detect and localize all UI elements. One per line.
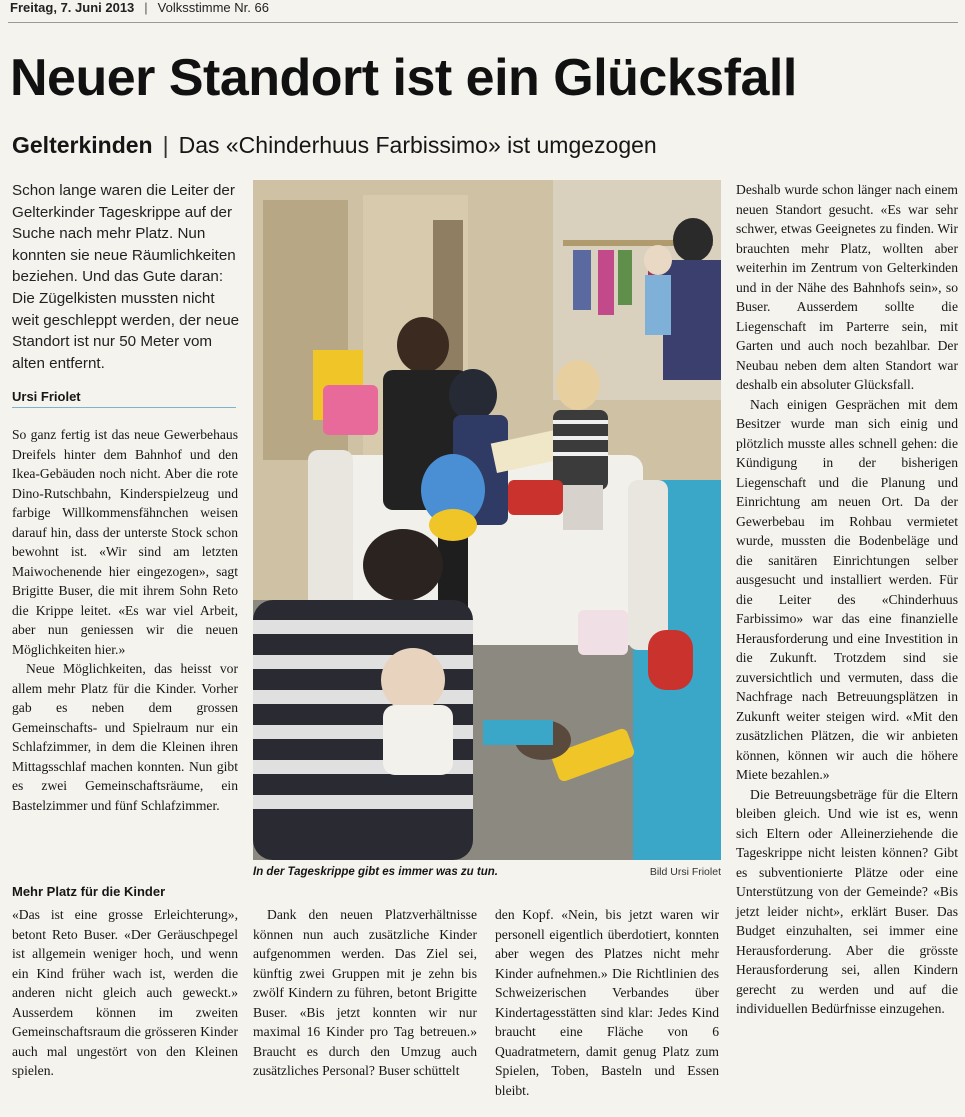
subhead <box>12 130 657 160</box>
column-2-paragraph: Dank den neuen Platzverhältnisse können nun auch zusätzliche Kinder aufgenommen werden. Das Ziel sei, künftig zwei Gruppen mit je zehn bis zwölf Kindern zu führen, betont Brigitte Buser. «Bis jetzt konnten wir nur maximal 16 Kinder pro Tag betreuen.» Braucht es durch den Umzug auch zusätzliches Personal? Buser schüttelt <box>253 907 477 1078</box>
column-1-lower-paragraph: «Das ist eine grosse Erleichterung», betont Reto Buser. «Der Geräuschpegel ist allgemein weniger hoch, und wenn ein Kind früher wach ist, werden die anderen nicht gleich auch geweckt.» Ausserdem können im zweiten Gemeinschaftsraum die grösseren Kinder auch mal ungestört von den Kleinen spielen. <box>12 907 238 1078</box>
photo-caption-row <box>253 866 721 878</box>
photo-girl-stripe-2 <box>553 436 608 440</box>
photo-hanging-bag-3 <box>618 250 632 305</box>
lead-paragraph: Schon lange waren die Leiter der Gelterkinder Tageskrippe auf der Suche nach mehr Platz. Nun konnten sie neue Räumlichkeiten beziehen. Und das Gute daran: Die Zügelkisten mussten nicht weit geschleppt werden, der neue Standort ist nur 50 Meter vom alten entfernt. <box>12 182 240 372</box>
photo-toddler-head <box>644 245 672 275</box>
photo-man-stripe-6 <box>253 795 473 809</box>
photo-baby-body <box>383 705 453 775</box>
photo-sofa-arm-right <box>628 480 668 650</box>
column-3 <box>495 905 719 1100</box>
photo-girl-head <box>556 360 600 410</box>
subhead-separator: | <box>162 132 169 158</box>
photo-woman-head <box>397 317 449 373</box>
column-1-paragraph-2: Neue Möglichkeiten, das heisst vor allem mehr Platz für die Kinder. Vorher gab es neben dem grossen Gemeinschafts- und Spielraum nur ein Schlafzimmer, in dem die Kleinen ihren Mittagsschlaf machen konnten. Nun gibt es zwei Gemeinschaftsräume, ein Bastelzimmer und fünf Schlafzimmer. <box>12 661 238 813</box>
photo-red-cushion <box>508 480 563 515</box>
photo-caption: In der Tageskrippe gibt es immer was zu tun. <box>253 866 498 878</box>
subhead-place: Gelterkinden <box>12 132 153 158</box>
masthead-date: Freitag, 7. Juni 2013 <box>10 0 135 15</box>
article-photo <box>253 180 721 860</box>
masthead <box>10 0 269 15</box>
photo-adult-body <box>663 260 721 380</box>
column-2 <box>253 905 477 1081</box>
photo-plush-feet <box>429 509 477 541</box>
photo-baby-head <box>381 648 445 712</box>
column-1-paragraph-1: So ganz fertig ist das neue Gewerbehaus Dreifels hinter dem Bahnhof und den Ikea-Gebäuden noch nicht. Aber die rote Dino-Rutschbahn, Kinderspielzeug und farbige Willkommensfähnchen weisen darauf hin, dass der unterste Stock schon bewohnt ist. «Wir sind am letzten Maiwochenende hier eingezogen», sagt Brigitte Buser, die mit ihrem Sohn Reto die Krippe leitet. «Es war viel Arbeit, aber nun geniessen wir die neuen Möglichkeiten hier.» <box>12 427 238 657</box>
photo-hanging-bag-1 <box>573 250 591 310</box>
photo-boy-head <box>449 369 497 421</box>
column-1-lower <box>12 905 238 1081</box>
photo-man-stripe-1 <box>253 620 473 634</box>
author-byline: Ursi Friolet <box>12 389 81 404</box>
column-4-paragraph-2: Nach einigen Gesprächen mit dem Besitzer wurde man sich einig und plötzlich musste alles schnell gehen: die Kündigung in der bisherigen Liegenschaft und die Planung und Einrichtung am neuen Ort. Da der Gewerbebau im Rohbau vermietet wurde, mussten die Bodenbeläge und die sanitären Einrichtungen selber ausgesucht und installiert werden. Für die Leiter des «Chinderhuus Farbissimo» war das eine finanzielle Herausforderung und eine Investition in die Zukunft. Trotzdem sind sie zuversichtlich und vermuten, dass die Nachfrage nach Betreuungsplätzen in Zukunft weiter steigen wird. «Mit den zusätzlichen Plätzen, die wir anbieten können, können wir auch die höhere Miete bezahlen.» <box>736 396 958 782</box>
subheading: Mehr Platz für die Kinder <box>12 884 166 899</box>
photo-credit: Bild Ursi Friolet <box>649 866 721 878</box>
photo-girl-legs <box>563 485 603 530</box>
headline: Neuer Standort ist ein Glücksfall <box>10 49 797 107</box>
subhead-text: Das «Chinderhuus Farbissimo» ist umgezogen <box>178 132 657 158</box>
photo-girl-stripe-1 <box>553 420 608 424</box>
column-4 <box>736 180 958 1019</box>
masthead-paper: Volksstimme Nr. 66 <box>157 0 269 15</box>
photo-hanging-bag-2 <box>598 250 614 315</box>
byline-rule <box>12 407 236 408</box>
photo-illustration <box>253 180 721 860</box>
photo-blue-mat <box>483 720 553 745</box>
photo-pink-bag <box>323 385 378 435</box>
photo-basket <box>578 610 628 655</box>
photo-man-head <box>363 529 443 601</box>
photo-girl-stripe-3 <box>553 452 608 456</box>
photo-red-ball-toy <box>648 630 693 690</box>
top-rule <box>8 22 958 23</box>
column-4-paragraph-3: Die Betreuungsbeträge für die Eltern bleiben gleich. Und wie ist es, wenn sich Eltern oder Alleinerziehende die Tageskrippe nicht leisten können? Gibt es subventionierte Plätze oder eine Unterstützung von der Gemeinde? «Bis jetzt leider nicht», erklärt Buser. Das Budget einzuhalten, sei immer eine Herausforderung. Aber die grösste Herausforderung sei, allen Kindern gerecht zu werden und auf die individuellen Bedürfnisse einzugehen. <box>736 786 958 1016</box>
column-1 <box>12 425 238 815</box>
column-4-paragraph-1: Deshalb wurde schon länger nach einem neuen Standort gesucht. «Es war sehr schwer, etwas Geeignetes zu finden. Wir brauchten mehr Platz, wollten aber weiterhin im Zentrum von Gelterkinden und in der Nähe des Bahnhofs sein», so Buser. Ausserdem sollte die Liegenschaft im Parterre sein, mit Garten und auch noch bezahlbar. Der Neubau neben dem alten Standort war deshalb ein absoluter Glücksfall. <box>736 182 958 392</box>
masthead-separator: | <box>144 0 148 15</box>
photo-adult-head <box>673 218 713 262</box>
column-3-paragraph: den Kopf. «Nein, bis jetzt waren wir personell eigentlich überdotiert, konnten aber wegen des Platzes nicht mehr Kinder aufnehmen.» Die Richtlinien des Schweizerischen Verbandes über Kindertagesstätten sind klar: Jedes Kind braucht eine Fläche von 6 Quadratmetern, damit genug Platz zum Spielen, Toben, Basteln und Essen bleibt. <box>495 907 719 1098</box>
photo-toddler-body <box>645 275 671 335</box>
